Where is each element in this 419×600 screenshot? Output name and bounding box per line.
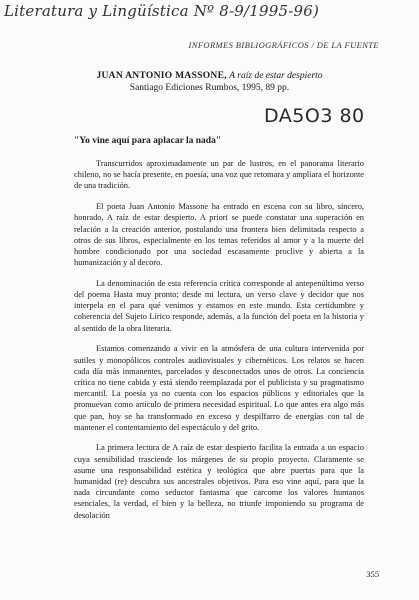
paragraph: La denominación de esta referencia crítica corresponde al antepenúltimo verso del poema Hasta muy pronto; desde mi lectura, un verso clave y decidor que nos interpela en el para qué venimos y estamos en este mundo. Esta certidumbre y coherencia del Sujeto Lírico responde, además, a la función del poeta en la historia y al sentido de la obra literaria. — [74, 278, 364, 333]
book-title: A raíz de estar despierto — [229, 71, 323, 81]
book-header — [0, 70, 419, 94]
archive-stamp: DA5O3 80 — [264, 105, 365, 127]
paragraph: El poeta Juan Antonio Massone ha entrado en escena con su libro, sincero, honrado, A raíz de estar despierto. A priori se puede constatar una superación en relación a la creación anterior, postulando una frontera bien delimitada respecto a otros de sus libros, especialmente en los temas referidos al amor y a la muerte del hombre condicionado por una sociedad escasamente proclive y abierta a la humanización y al decoro. — [74, 202, 364, 268]
book-publisher: Santiago Ediciones Rumbos, 1995, 89 pp. — [129, 83, 290, 93]
section-label: INFORMES BIBLIOGRÁFICOS / DE LA FUENTE — [188, 40, 379, 50]
book-author-title — [0, 70, 419, 82]
review-title: "Yo vine aquí para aplacar la nada" — [74, 136, 222, 146]
book-author: JUAN ANTONIO MASSONE, — [96, 71, 227, 81]
paragraph: La primera lectura de A raíz de estar despierto facilita la entrada a un espacio cuya sensibilidad trasciende los márgenes de su propio proyecto. Claramente se asume una responsabilidad estética y teológica que abre puertas para que la humanidad (re) descubra sus ancestrales objetivos. Para eso vine aquí, para que la nada circundante como seductor fantasma que carcome los valores humanos esenciales, la verdad, el bien y la belleza, no triunfe imponiendo su programa de desolación — [74, 443, 364, 520]
paragraph: Estamos comenzando a vivir en la atmósfera de una cultura intervenida por sutiles y monopólicos controles audiovisuales y cibernéticos. Los relatos se hacen cada día más inmanentes, parcelados y desconectados unos de otros. La conciencia crítica no tiene cabida y está siendo reemplazada por el publicista y su pragmatismo mercantil. La poesía ya no cuenta con los espacios públicos y editoriales que la promuevan como artículo de primera necesidad espiritual. Lo que antes era algo más que pan, hoy se ha transformado en exceso y despilfarro de energías con tal de mantener el contentamiento del espectáculo y del grito. — [74, 344, 364, 432]
page-number: 355 — [366, 569, 379, 579]
handwritten-annotation: Literatura y Lingüística Nº 8-9/1995-96) — [4, 2, 320, 20]
review-body — [74, 158, 364, 530]
paragraph: Transcurridos aproximadamente un par de lustros, en el panorama literario chileno, no se hacía presente, en poesía, una voz que retomara y ampliara el horizonte de una tradición. — [74, 159, 364, 191]
